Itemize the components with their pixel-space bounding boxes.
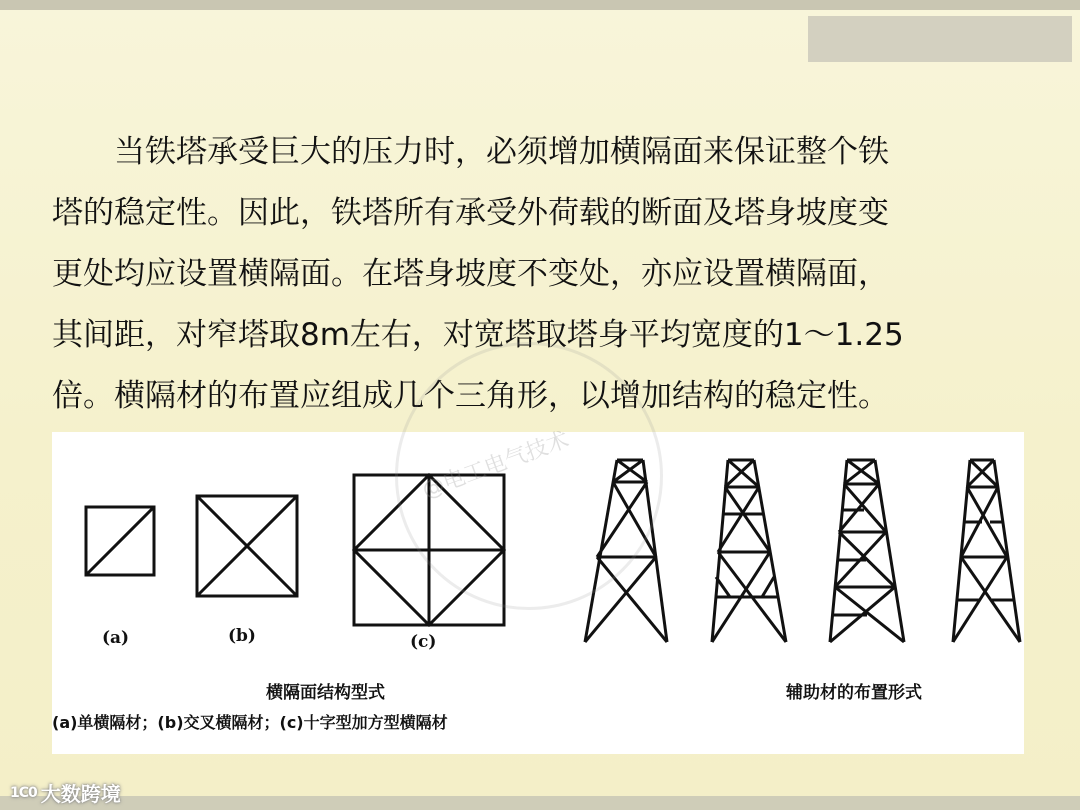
paragraph-line: 塔的稳定性。因此，铁塔所有承受外荷载的断面及塔身坡度变 [52,195,889,231]
top-border-band [0,0,1080,10]
paragraph-line: 更处均应设置横隔面。在塔身坡度不变处，亦应设置横隔面， [52,256,889,292]
bottom-border-band [0,796,1080,810]
paragraph-line: 其间距，对窄塔取8m左右，对宽塔取塔身平均宽度的1～1.25 [52,317,904,353]
label-b: (b) [228,626,256,646]
right-caption: 辅助材的布置形式 [786,683,922,703]
brand-name: 大数跨境 [40,782,121,806]
brand-mark-icon: 1C0 [10,784,37,801]
tower-2-drawing [712,460,786,642]
brand-logo [10,778,121,807]
diaphragm-b-drawing [197,496,297,596]
watermark-text: @电工电气技术 [419,427,573,504]
figure-legend: (a)单横隔材；(b)交叉横隔材；(c)十字型加方型横隔材 [52,713,448,732]
paragraph-line: 倍。横隔材的布置应组成几个三角形，以增加结构的稳定性。 [52,378,889,414]
diaphragm-a-drawing [86,507,154,575]
label-a: (a) [102,628,130,648]
tower-3-drawing [830,460,904,642]
paragraph-line: 当铁塔承受巨大的压力时，必须增加横隔面来保证整个铁 [114,134,889,170]
left-caption: 横隔面结构型式 [266,683,385,703]
tower-4-drawing [953,460,1020,642]
corner-placeholder-box [808,16,1072,62]
label-c: (c) [410,632,437,652]
